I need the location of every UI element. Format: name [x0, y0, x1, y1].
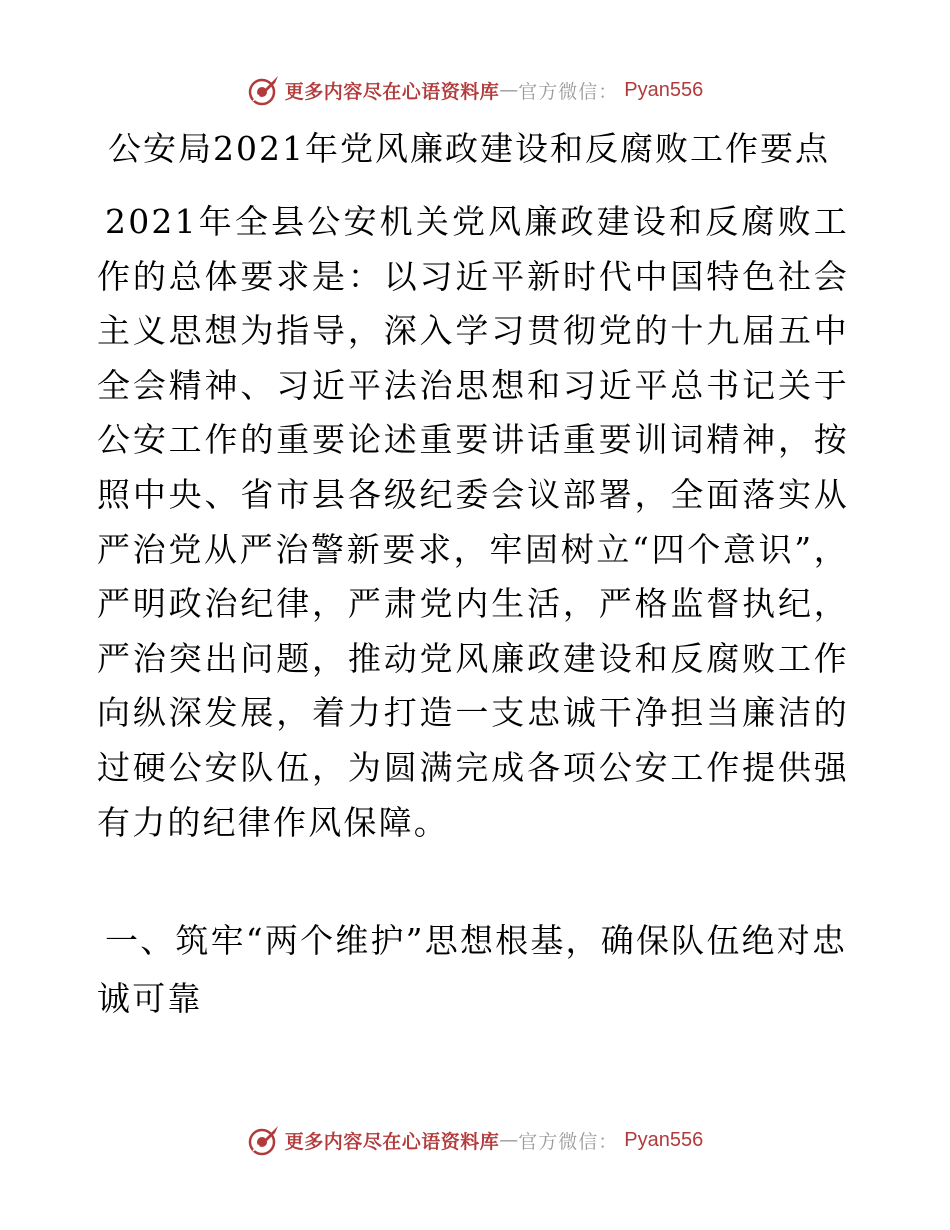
watermark-official-label: 官方微信：: [518, 80, 619, 103]
document-paragraph: 2021年全县公安机关党风廉政建设和反腐败工作的总体要求是：以习近平新时代中国特色社会主义思想为指导，深入学习贯彻党的十九届五中全会精神、习近平法治思想和习近平总书记关于公安工作的重要论述重要讲话重要训词精神，按照中央、省市县各级纪委会议部署，全面落实从严治党从严治警新要求，牢固树立“四个意识”，严明政治纪律，严肃党内生活，严格监督执纪，严治突出问题，推动党风廉政建设和反腐败工作向纵深发展，着力打造一支忠诚干净担当廉洁的过硬公安队伍，为圆满完成各项公安工作提供强有力的纪律作风保障。: [97, 202, 849, 842]
section-heading: 一、筑牢“两个维护”思想根基，确保队伍绝对忠诚可靠: [97, 921, 848, 1018]
header-watermark: [0, 70, 950, 110]
watermark-account: Pyan556: [624, 78, 704, 101]
watermark-dash: —: [499, 1129, 519, 1151]
quill-logo-icon: [247, 73, 281, 107]
document-title: 公安局2021年党风廉政建设和反腐败工作要点: [108, 129, 830, 168]
watermark-prefix: 更多内容尽在心语资料库: [284, 1130, 500, 1153]
watermark-dash: —: [499, 79, 519, 101]
watermark-official-label: 官方微信：: [518, 1130, 619, 1153]
footer-watermark: [0, 1120, 950, 1160]
watermark-prefix: 更多内容尽在心语资料库: [284, 80, 500, 103]
watermark-account: Pyan556: [624, 1128, 704, 1151]
quill-logo-icon: [247, 1123, 281, 1157]
